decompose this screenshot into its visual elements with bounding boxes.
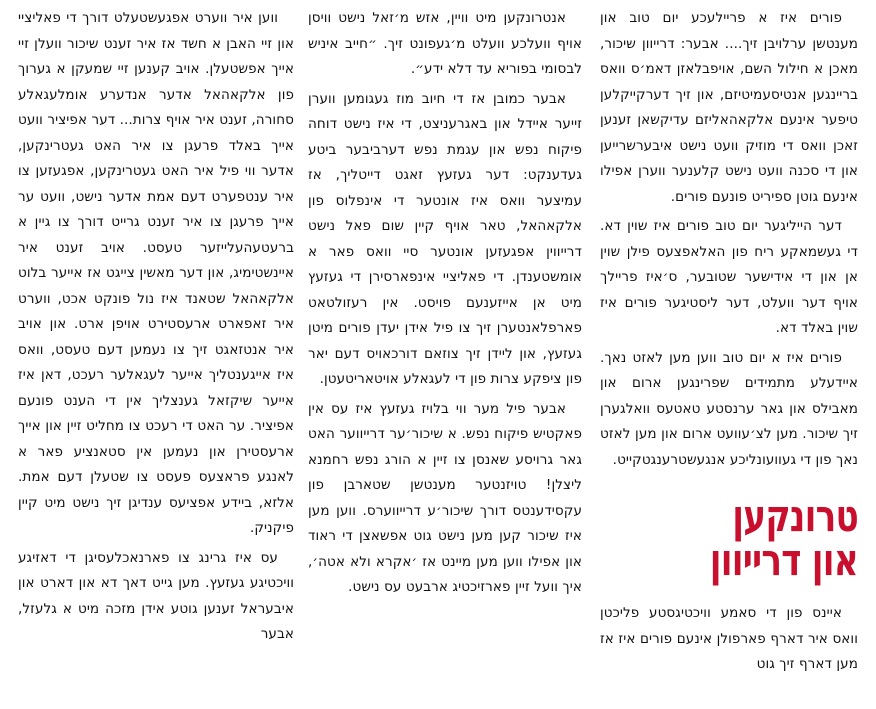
- paragraph: אבער פיל מער ווי בלויז געזעץ איז עס אין פאקטיש פיקוח נפש. א שיכור׳ער דרייווער האט גאר גרויסע שאנסן צו זיין א הורג נפש רחמנא ליצלן! טויזנטער מענטשן שטארבן פון עקסידענטס דורך שיכור׳ע דרייווערס. ווען מען איז שיכור קען מען נישט גוט אפשאצן די ראוד און אפילו ווען מען מיינט אז ׳אקרא ולא אטה׳, איך וועל זיין פארזיכטיג ארבעט עס נישט.: [308, 400, 582, 595]
- paragraph: דער הייליגער יום טוב פורים איז שוין דא. די געשמאקע ריח פון האלאפצעס פילן שוין אן און די אידישער שטובער, ס׳איז פריילך אויף דער וועלט, דער ליסטיגער פורים איז שוין באלד דא.: [600, 218, 858, 336]
- headline-line-2: און דרייוון: [709, 535, 858, 586]
- article-column-1: [600, 6, 858, 706]
- article-column-3: [18, 6, 294, 706]
- article-column-2: [308, 6, 582, 706]
- headline-line-1: טרונקען: [732, 491, 858, 542]
- paragraph: עס איז גרינג צו פארנאכלעסיגן די דאזיגע וויכטיגע געזעץ. מען גייט דאך דא און דארט און איבעראל זענען גוטע אידן מזכה מיט א גלעזל, אבער: [18, 549, 294, 642]
- paragraph: אבער כמובן אז די חיוב מוז געגומען ווערן זייער איידל און באגרעניצט, די איז נישט דוחה פיקוח נפש און עגמת נפש דערביבער ביטע געדענקט: דער געזעץ זאגט דייטליך, אז עמיצער וואס איז אונטער די אינפלוס פון אלקאהאל, טאר אויף קיין שום פאל נישט דרייווין אפגעזען אונטער סיי וואס פאר א אומשטענדן. די פאליציי אינפארסירן די געזעץ מיט אן אייזענעם פויסט. אין רעזולטאט פארפלאנטערן זיך צו פיל אידן יעדן פורים מיטן געזעץ, און ליידן זיך צוזאם דורכאויס דעם יאר פון ציפקע צרות פון די לעגאלע אויטאריטעטן.: [308, 90, 582, 387]
- article-headline: [657, 491, 858, 586]
- paragraph: איינס פון די סאמע וויכטיגסטע פליכטן וואס איר דארף פארפולן אינעם פורים איז אז מען דארף זיך גוט: [600, 605, 858, 672]
- paragraph: פורים איז א פריילעכע יום טוב און מענטשן ערלויבן זיך.... אבער: דרייוון שיכור, מאכן א חילול השם, אויפבלאזן דאמ׳ס וואס בריינגען אנטיסעמיטיזם, און זיך דערקייקלען טיפער אינעם אלקאהאליזם עדיקשאן זענען זאכן וואס די מוזיק וועט נישט איבערשרייען און די סכנה וועט נישט קלענער ווערן אפילו אינעם גוטן ספיריט פונעם פורים.: [600, 10, 858, 205]
- paragraph: ווען איר ווערט אפגעשטעלט דורך די פאליציי און זיי האבן א חשד אז איר זענט שיכור וועלן זיי אייך אפשטעלן. אויב קענען זיי שמעקן א גערוך פון אלקאהאל אדער אנדערע אומלעגאלע סחורה, זענט איר אויף צרות... דער אפיציר וועט אייך באלד פרעגן צו איר האט געטרינקען, אדער ווי פיל איר האט געטרינקען, אפגעזען צו איר ענטפערט דעם אמת אדער נישט, וועט ער אייך פרעגן צו איר זענט גרייט דורך צו גיין א ברעטעהעלייזער טעסט. אויב זענט איר איינשטימיג, און דער מאשין צייגט אז אייער בלוט אלקאהאל שטאנד איז נול פונקט אכט, ווערט איר זאפארט ארעסטירט אויפן ארט. און אויב איר אנטזאגט זיך צו נעמען דעם טעסט, וואס איז אייגענטליך אייער לעגאלער רעכט, דאן איז אייער שיקזאל גענצליך אין די הענט פונעם אפיציר. ער האט די רעכט צו מחליט זיין און אייך ארעסטירן און נעמען אין סטאנציע פאר א לאנגע פראצעס פעסט צו שטעלן דעם אמת. אלזא, ביידע אפציעס ענדיגן זיך נישט מיט קיין פיקניק.: [18, 10, 294, 536]
- paragraph: אנטרונקען מיט וויין, אזש מ׳זאל נישט וויסן אויף וועלכע וועלט מ׳געפונט זיך. ״חייב איניש לבסומי בפוריא עד דלא ידע״.: [308, 10, 582, 77]
- paragraph: פורים איז א יום טוב ווען מען לאזט נאך. איידעלע מתמידים שפרינגען ארום און מאבילס און גאר ערנסטע טאטעס וואלגערן זיך שיכור. מען לצ׳עוועט ארום און מען לאזט נאך פון די געוועונליכע אנגעשטרענגטקייט.: [600, 349, 858, 468]
